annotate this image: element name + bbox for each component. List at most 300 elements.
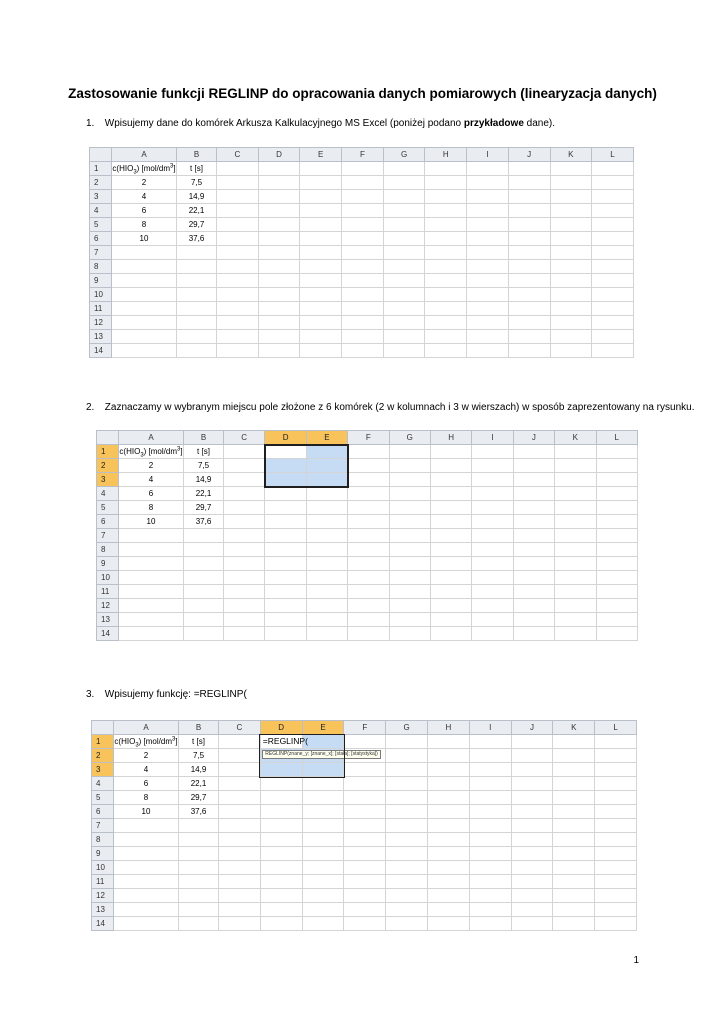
- column-header-b[interactable]: B: [184, 431, 224, 445]
- cell-h3[interactable]: [425, 190, 467, 204]
- cell-e8[interactable]: [300, 260, 342, 274]
- column-header-b[interactable]: B: [179, 721, 219, 735]
- cell-j13[interactable]: [513, 613, 554, 627]
- cell-d2[interactable]: [265, 459, 306, 473]
- cell-i1[interactable]: [469, 735, 511, 749]
- cell-e9[interactable]: [302, 847, 344, 861]
- cell-i2[interactable]: [467, 176, 509, 190]
- cell-f6[interactable]: [344, 805, 386, 819]
- cell-l6[interactable]: [595, 805, 637, 819]
- cell-f8[interactable]: [342, 260, 384, 274]
- cell-h4[interactable]: [430, 487, 471, 501]
- cell-i6[interactable]: [467, 232, 509, 246]
- cell-f14[interactable]: [348, 627, 389, 641]
- cell-d4[interactable]: [260, 777, 302, 791]
- cell-c2[interactable]: [219, 749, 261, 763]
- cell-c14[interactable]: [217, 344, 259, 358]
- row-header-5[interactable]: 5: [92, 791, 114, 805]
- cell-c12[interactable]: [217, 316, 259, 330]
- cell-b6[interactable]: 37,6: [184, 515, 224, 529]
- cell-d14[interactable]: [258, 344, 300, 358]
- cell-a6[interactable]: 10: [112, 232, 177, 246]
- row-header-5[interactable]: 5: [97, 501, 119, 515]
- cell-c1[interactable]: [219, 735, 261, 749]
- cell-c3[interactable]: [224, 473, 265, 487]
- cell-k12[interactable]: [550, 316, 592, 330]
- row-header-1[interactable]: 1: [97, 445, 119, 459]
- cell-f1[interactable]: [348, 445, 389, 459]
- cell-b1[interactable]: t [s]: [184, 445, 224, 459]
- cell-b9[interactable]: [179, 847, 219, 861]
- column-header-j[interactable]: J: [513, 431, 554, 445]
- cell-j7[interactable]: [513, 529, 554, 543]
- row-header-11[interactable]: 11: [97, 585, 119, 599]
- cell-e12[interactable]: [300, 316, 342, 330]
- cell-k4[interactable]: [553, 777, 595, 791]
- column-header-i[interactable]: I: [472, 431, 513, 445]
- cell-j8[interactable]: [511, 833, 553, 847]
- cell-e8[interactable]: [302, 833, 344, 847]
- cell-c4[interactable]: [224, 487, 265, 501]
- cell-j4[interactable]: [511, 777, 553, 791]
- cell-f10[interactable]: [342, 288, 384, 302]
- cell-f3[interactable]: [348, 473, 389, 487]
- cell-h5[interactable]: [425, 218, 467, 232]
- cell-h10[interactable]: [427, 861, 469, 875]
- cell-i11[interactable]: [469, 875, 511, 889]
- cell-a12[interactable]: [114, 889, 179, 903]
- cell-h9[interactable]: [427, 847, 469, 861]
- cell-b5[interactable]: 29,7: [184, 501, 224, 515]
- cell-g8[interactable]: [383, 260, 425, 274]
- cell-c8[interactable]: [217, 260, 259, 274]
- cell-h11[interactable]: [427, 875, 469, 889]
- column-header-l[interactable]: L: [596, 431, 637, 445]
- cell-d7[interactable]: [258, 246, 300, 260]
- cell-k7[interactable]: [553, 819, 595, 833]
- cell-c13[interactable]: [219, 903, 261, 917]
- cell-a8[interactable]: [112, 260, 177, 274]
- column-header-h[interactable]: H: [425, 148, 467, 162]
- cell-d12[interactable]: [265, 599, 306, 613]
- cell-g14[interactable]: [383, 344, 425, 358]
- cell-d14[interactable]: [260, 917, 302, 931]
- cell-i10[interactable]: [469, 861, 511, 875]
- cell-b5[interactable]: 29,7: [177, 218, 217, 232]
- column-header-k[interactable]: K: [553, 721, 595, 735]
- cell-h5[interactable]: [430, 501, 471, 515]
- cell-f1[interactable]: [342, 162, 384, 176]
- cell-f4[interactable]: [348, 487, 389, 501]
- cell-f12[interactable]: [344, 889, 386, 903]
- row-header-1[interactable]: 1: [90, 162, 112, 176]
- cell-e10[interactable]: [306, 571, 347, 585]
- cell-g11[interactable]: [386, 875, 428, 889]
- cell-b7[interactable]: [177, 246, 217, 260]
- cell-i5[interactable]: [467, 218, 509, 232]
- cell-f9[interactable]: [342, 274, 384, 288]
- cell-c1[interactable]: [217, 162, 259, 176]
- cell-a2[interactable]: 2: [112, 176, 177, 190]
- cell-c4[interactable]: [217, 204, 259, 218]
- column-header-e[interactable]: E: [302, 721, 344, 735]
- cell-l11[interactable]: [592, 302, 634, 316]
- cell-e2[interactable]: [300, 176, 342, 190]
- cell-i4[interactable]: [467, 204, 509, 218]
- cell-k2[interactable]: [553, 749, 595, 763]
- cell-a3[interactable]: 4: [114, 763, 179, 777]
- cell-j13[interactable]: [511, 903, 553, 917]
- cell-b2[interactable]: 7,5: [177, 176, 217, 190]
- cell-h3[interactable]: [430, 473, 471, 487]
- cell-j11[interactable]: [513, 585, 554, 599]
- cell-c8[interactable]: [219, 833, 261, 847]
- cell-l11[interactable]: [596, 585, 637, 599]
- cell-f8[interactable]: [344, 833, 386, 847]
- cell-g2[interactable]: [386, 749, 428, 763]
- cell-c10[interactable]: [217, 288, 259, 302]
- cell-c2[interactable]: [217, 176, 259, 190]
- cell-i6[interactable]: [472, 515, 513, 529]
- cell-e7[interactable]: [300, 246, 342, 260]
- cell-b13[interactable]: [179, 903, 219, 917]
- cell-i7[interactable]: [472, 529, 513, 543]
- cell-c7[interactable]: [224, 529, 265, 543]
- cell-h6[interactable]: [430, 515, 471, 529]
- cell-d5[interactable]: [260, 791, 302, 805]
- cell-d1[interactable]: [258, 162, 300, 176]
- cell-d5[interactable]: [258, 218, 300, 232]
- cell-c12[interactable]: [219, 889, 261, 903]
- cell-b7[interactable]: [184, 529, 224, 543]
- cell-g13[interactable]: [389, 613, 430, 627]
- cell-a14[interactable]: [119, 627, 184, 641]
- cell-j12[interactable]: [513, 599, 554, 613]
- cell-f9[interactable]: [344, 847, 386, 861]
- cell-a2[interactable]: 2: [119, 459, 184, 473]
- cell-l12[interactable]: [595, 889, 637, 903]
- cell-g6[interactable]: [383, 232, 425, 246]
- cell-i3[interactable]: [469, 763, 511, 777]
- row-header-5[interactable]: 5: [90, 218, 112, 232]
- cell-j6[interactable]: [513, 515, 554, 529]
- cell-e14[interactable]: [302, 917, 344, 931]
- cell-d11[interactable]: [258, 302, 300, 316]
- cell-b12[interactable]: [184, 599, 224, 613]
- cell-e6[interactable]: [300, 232, 342, 246]
- cell-d9[interactable]: [258, 274, 300, 288]
- cell-g1[interactable]: [383, 162, 425, 176]
- cell-i14[interactable]: [469, 917, 511, 931]
- cell-l12[interactable]: [592, 316, 634, 330]
- cell-e6[interactable]: [302, 805, 344, 819]
- cell-e3[interactable]: [306, 473, 347, 487]
- cell-k13[interactable]: [550, 330, 592, 344]
- cell-i12[interactable]: [472, 599, 513, 613]
- row-header-9[interactable]: 9: [92, 847, 114, 861]
- cell-i9[interactable]: [472, 557, 513, 571]
- cell-k3[interactable]: [550, 190, 592, 204]
- column-header-d[interactable]: D: [265, 431, 306, 445]
- cell-f11[interactable]: [342, 302, 384, 316]
- cell-g7[interactable]: [389, 529, 430, 543]
- row-header-12[interactable]: 12: [90, 316, 112, 330]
- cell-g5[interactable]: [383, 218, 425, 232]
- row-header-2[interactable]: 2: [90, 176, 112, 190]
- cell-d4[interactable]: [258, 204, 300, 218]
- cell-c6[interactable]: [217, 232, 259, 246]
- cell-g12[interactable]: [389, 599, 430, 613]
- cell-b3[interactable]: 14,9: [184, 473, 224, 487]
- cell-f6[interactable]: [348, 515, 389, 529]
- cell-d10[interactable]: [260, 861, 302, 875]
- cell-l7[interactable]: [596, 529, 637, 543]
- cell-e6[interactable]: [306, 515, 347, 529]
- cell-l8[interactable]: [596, 543, 637, 557]
- cell-a2[interactable]: 2: [114, 749, 179, 763]
- cell-l10[interactable]: [595, 861, 637, 875]
- cell-e10[interactable]: [300, 288, 342, 302]
- row-header-7[interactable]: 7: [90, 246, 112, 260]
- cell-j5[interactable]: [513, 501, 554, 515]
- cell-h14[interactable]: [427, 917, 469, 931]
- cell-b10[interactable]: [179, 861, 219, 875]
- column-header-f[interactable]: F: [342, 148, 384, 162]
- cell-b2[interactable]: 7,5: [179, 749, 219, 763]
- cell-i9[interactable]: [467, 274, 509, 288]
- cell-j2[interactable]: [513, 459, 554, 473]
- cell-l14[interactable]: [596, 627, 637, 641]
- row-header-13[interactable]: 13: [90, 330, 112, 344]
- cell-a9[interactable]: [119, 557, 184, 571]
- cell-k13[interactable]: [555, 613, 596, 627]
- cell-f7[interactable]: [348, 529, 389, 543]
- row-header-13[interactable]: 13: [92, 903, 114, 917]
- cell-k11[interactable]: [550, 302, 592, 316]
- cell-l5[interactable]: [595, 791, 637, 805]
- cell-l3[interactable]: [595, 763, 637, 777]
- row-header-6[interactable]: 6: [92, 805, 114, 819]
- cell-a8[interactable]: [119, 543, 184, 557]
- cell-e4[interactable]: [302, 777, 344, 791]
- cell-l8[interactable]: [592, 260, 634, 274]
- cell-l14[interactable]: [592, 344, 634, 358]
- cell-f1[interactable]: [344, 735, 386, 749]
- row-header-6[interactable]: 6: [90, 232, 112, 246]
- cell-i10[interactable]: [472, 571, 513, 585]
- cell-j11[interactable]: [508, 302, 550, 316]
- cell-k13[interactable]: [553, 903, 595, 917]
- cell-g1[interactable]: [389, 445, 430, 459]
- cell-d5[interactable]: [265, 501, 306, 515]
- select-all-corner[interactable]: [90, 148, 112, 162]
- cell-d14[interactable]: [265, 627, 306, 641]
- row-header-14[interactable]: 14: [97, 627, 119, 641]
- cell-k5[interactable]: [555, 501, 596, 515]
- cell-f6[interactable]: [342, 232, 384, 246]
- cell-g3[interactable]: [389, 473, 430, 487]
- cell-a14[interactable]: [114, 917, 179, 931]
- cell-h10[interactable]: [425, 288, 467, 302]
- cell-d10[interactable]: [258, 288, 300, 302]
- cell-j12[interactable]: [508, 316, 550, 330]
- cell-f7[interactable]: [342, 246, 384, 260]
- cell-d11[interactable]: [260, 875, 302, 889]
- cell-k6[interactable]: [553, 805, 595, 819]
- cell-g13[interactable]: [383, 330, 425, 344]
- cell-l5[interactable]: [596, 501, 637, 515]
- cell-e5[interactable]: [302, 791, 344, 805]
- row-header-4[interactable]: 4: [97, 487, 119, 501]
- cell-b1[interactable]: t [s]: [179, 735, 219, 749]
- column-header-c[interactable]: C: [219, 721, 261, 735]
- cell-e7[interactable]: [306, 529, 347, 543]
- cell-h12[interactable]: [430, 599, 471, 613]
- cell-h8[interactable]: [430, 543, 471, 557]
- cell-h8[interactable]: [425, 260, 467, 274]
- cell-b4[interactable]: 22,1: [184, 487, 224, 501]
- cell-k3[interactable]: [555, 473, 596, 487]
- cell-d9[interactable]: [265, 557, 306, 571]
- cell-e11[interactable]: [302, 875, 344, 889]
- cell-a4[interactable]: 6: [119, 487, 184, 501]
- cell-j6[interactable]: [508, 232, 550, 246]
- cell-b12[interactable]: [177, 316, 217, 330]
- cell-a14[interactable]: [112, 344, 177, 358]
- column-header-f[interactable]: F: [348, 431, 389, 445]
- cell-f13[interactable]: [342, 330, 384, 344]
- row-header-3[interactable]: 3: [97, 473, 119, 487]
- cell-g12[interactable]: [386, 889, 428, 903]
- cell-e11[interactable]: [306, 585, 347, 599]
- cell-e3[interactable]: [300, 190, 342, 204]
- cell-g10[interactable]: [389, 571, 430, 585]
- cell-c10[interactable]: [224, 571, 265, 585]
- cell-k4[interactable]: [555, 487, 596, 501]
- cell-h14[interactable]: [430, 627, 471, 641]
- cell-b12[interactable]: [179, 889, 219, 903]
- cell-l2[interactable]: [595, 749, 637, 763]
- cell-i7[interactable]: [467, 246, 509, 260]
- cell-b13[interactable]: [184, 613, 224, 627]
- cell-e10[interactable]: [302, 861, 344, 875]
- cell-j3[interactable]: [511, 763, 553, 777]
- cell-a4[interactable]: 6: [112, 204, 177, 218]
- cell-d4[interactable]: [265, 487, 306, 501]
- cell-f5[interactable]: [344, 791, 386, 805]
- cell-h4[interactable]: [425, 204, 467, 218]
- cell-k7[interactable]: [555, 529, 596, 543]
- cell-i1[interactable]: [472, 445, 513, 459]
- row-header-1[interactable]: 1: [92, 735, 114, 749]
- cell-l4[interactable]: [595, 777, 637, 791]
- cell-h9[interactable]: [430, 557, 471, 571]
- cell-l6[interactable]: [592, 232, 634, 246]
- cell-j4[interactable]: [513, 487, 554, 501]
- cell-h13[interactable]: [425, 330, 467, 344]
- cell-d8[interactable]: [265, 543, 306, 557]
- cell-j14[interactable]: [511, 917, 553, 931]
- cell-f14[interactable]: [344, 917, 386, 931]
- cell-h2[interactable]: [427, 749, 469, 763]
- cell-f10[interactable]: [348, 571, 389, 585]
- cell-k12[interactable]: [555, 599, 596, 613]
- cell-b10[interactable]: [177, 288, 217, 302]
- cell-i8[interactable]: [472, 543, 513, 557]
- cell-c13[interactable]: [224, 613, 265, 627]
- cell-k6[interactable]: [550, 232, 592, 246]
- cell-j7[interactable]: [511, 819, 553, 833]
- column-header-b[interactable]: B: [177, 148, 217, 162]
- cell-a1[interactable]: [119, 445, 184, 459]
- cell-b4[interactable]: 22,1: [179, 777, 219, 791]
- cell-e9[interactable]: [306, 557, 347, 571]
- cell-a9[interactable]: [112, 274, 177, 288]
- cell-d3[interactable]: [260, 763, 302, 777]
- cell-e1[interactable]: [300, 162, 342, 176]
- cell-e2[interactable]: [306, 459, 347, 473]
- cell-c11[interactable]: [217, 302, 259, 316]
- cell-g14[interactable]: [389, 627, 430, 641]
- cell-b10[interactable]: [184, 571, 224, 585]
- cell-f2[interactable]: [348, 459, 389, 473]
- cell-a6[interactable]: 10: [114, 805, 179, 819]
- cell-k6[interactable]: [555, 515, 596, 529]
- cell-g2[interactable]: [383, 176, 425, 190]
- cell-l2[interactable]: [592, 176, 634, 190]
- cell-g8[interactable]: [386, 833, 428, 847]
- cell-g8[interactable]: [389, 543, 430, 557]
- cell-h4[interactable]: [427, 777, 469, 791]
- cell-d3[interactable]: [258, 190, 300, 204]
- column-header-j[interactable]: J: [508, 148, 550, 162]
- cell-j3[interactable]: [508, 190, 550, 204]
- cell-f9[interactable]: [348, 557, 389, 571]
- cell-k5[interactable]: [553, 791, 595, 805]
- cell-l13[interactable]: [596, 613, 637, 627]
- cell-b5[interactable]: 29,7: [179, 791, 219, 805]
- cell-c7[interactable]: [219, 819, 261, 833]
- cell-b9[interactable]: [177, 274, 217, 288]
- cell-j5[interactable]: [511, 791, 553, 805]
- cell-i4[interactable]: [469, 777, 511, 791]
- row-header-2[interactable]: 2: [92, 749, 114, 763]
- cell-f4[interactable]: [344, 777, 386, 791]
- row-header-3[interactable]: 3: [90, 190, 112, 204]
- column-header-d[interactable]: D: [260, 721, 302, 735]
- cell-b11[interactable]: [179, 875, 219, 889]
- cell-i3[interactable]: [467, 190, 509, 204]
- cell-a10[interactable]: [119, 571, 184, 585]
- cell-l1[interactable]: [596, 445, 637, 459]
- cell-d6[interactable]: [260, 805, 302, 819]
- cell-a13[interactable]: [119, 613, 184, 627]
- cell-i12[interactable]: [467, 316, 509, 330]
- cell-c12[interactable]: [224, 599, 265, 613]
- cell-j11[interactable]: [511, 875, 553, 889]
- cell-k14[interactable]: [553, 917, 595, 931]
- cell-i11[interactable]: [472, 585, 513, 599]
- cell-k1[interactable]: [550, 162, 592, 176]
- cell-i8[interactable]: [467, 260, 509, 274]
- cell-h2[interactable]: [425, 176, 467, 190]
- row-header-3[interactable]: 3: [92, 763, 114, 777]
- cell-l4[interactable]: [596, 487, 637, 501]
- row-header-7[interactable]: 7: [92, 819, 114, 833]
- cell-a12[interactable]: [119, 599, 184, 613]
- cell-a13[interactable]: [114, 903, 179, 917]
- cell-g13[interactable]: [386, 903, 428, 917]
